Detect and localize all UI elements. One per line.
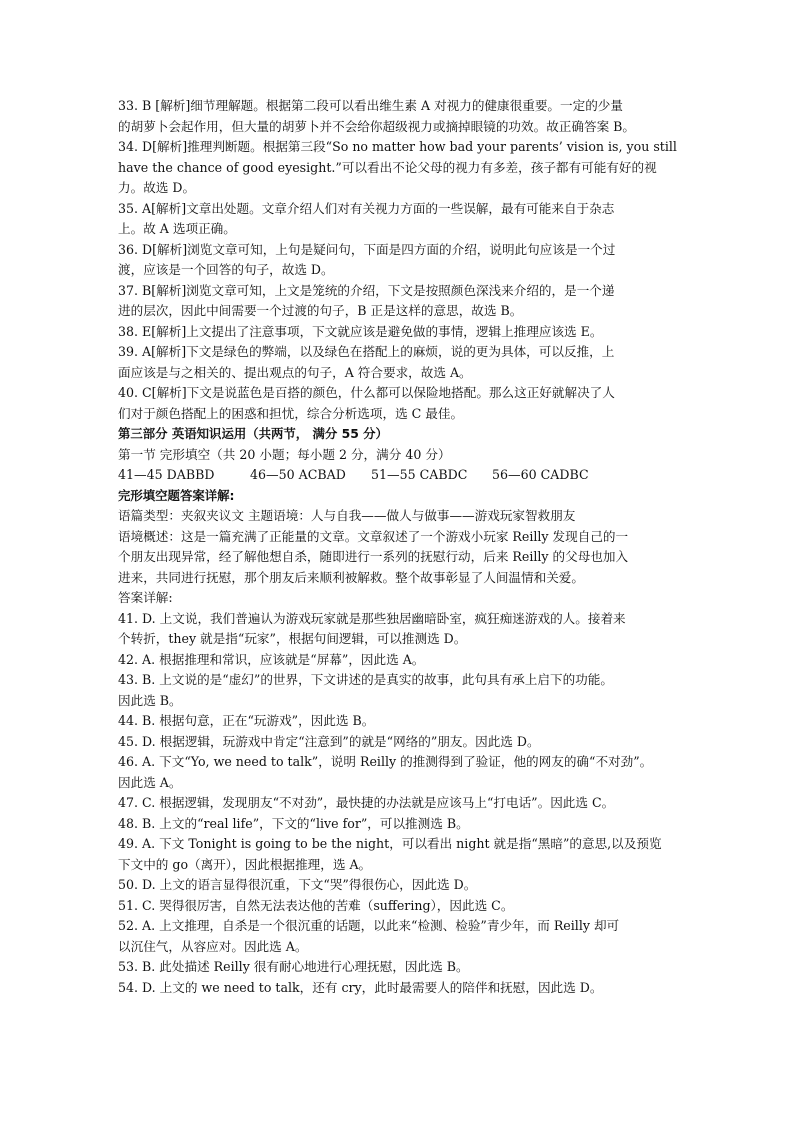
explanation-line: 46. A. 下文“Yo, we need to talk”，说明 Reilly 的推测得到了验证，他的网友的确“不对劲”。 xyxy=(118,754,653,769)
detail-title: 完形填空题答案详解: xyxy=(118,487,235,503)
text-line: 39. A[解析]下文是绿色的弊端，以及绿色在搭配上的麻烦，说的更为具体，可以反推，上 xyxy=(118,344,615,359)
text-line: 们对于颜色搭配上的困惑和担忧，综合分析选项，选 C 最佳。 xyxy=(118,405,464,421)
answer-group: 41—45 DABBD xyxy=(118,467,215,482)
explanation-line: 45. D. 根据逻辑，玩游戏中肯定“注意到”的就是“网络的”朋友。因此选 D。 xyxy=(118,733,540,749)
document-page xyxy=(118,96,678,998)
reading-explanations xyxy=(118,96,678,424)
summary-line: 个朋友出现异常，经了解他想自杀，随即进行一系列的抚慰行动，后来 Reilly 的父母也加入 xyxy=(118,549,629,564)
explanation-line: 以沉住气，从容应对。因此选 A。 xyxy=(118,938,308,954)
section-title: 第三部分 英语知识运用（共两节， 满分 55 分） xyxy=(118,426,388,441)
detail-label: 答案详解: xyxy=(118,590,173,605)
text-line: 上。故 A 选项正确。 xyxy=(118,221,236,236)
explanation-line: 43. B. 上文说的是“虚幻”的世界，下文讲述的是真实的故事，此句具有承上启下的功能。 xyxy=(118,672,613,687)
text-line: 力。故选 D。 xyxy=(118,180,196,195)
summary-line: 进来，共同进行抚慰，那个朋友后来顺利被解救。整个故事彰显了人间温情和关爱。 xyxy=(118,569,584,585)
explanation-line: 51. C. 哭得很厉害，自然无法表达他的苦难（suffering），因此选 C。 xyxy=(118,897,514,913)
text-line: 进的层次，因此中间需要一个过渡的句子，B 正是这样的意思，故选 B。 xyxy=(118,303,523,318)
explanation-line: 53. B. 此处描述 Reilly 很有耐心地进行心理抚慰，因此选 B。 xyxy=(118,959,469,974)
cloze-explanations xyxy=(118,609,678,999)
text-line: 36. D[解析]浏览文章可知，上句是疑问句，下面是四方面的介绍，说明此句应该是一个过 xyxy=(118,241,616,257)
text-line: 37. B[解析]浏览文章可知，上文是笼统的介绍，下文是按照颜色深浅来介绍的，是一个递 xyxy=(118,282,615,298)
explanation-line: 49. A. 下文 Tonight is going to be the night，可以看出 night 就是指“黑暗”的意思,以及预览 xyxy=(118,836,662,851)
explanation-line: 因此选 B。 xyxy=(118,692,182,708)
explanation-line: 个转折，they 就是指“玩家”，根据句间逻辑，可以推测选 D。 xyxy=(118,631,467,646)
explanation-line: 54. D. 上文的 we need to talk，还有 cry，此时最需要人的陪伴和抚慰，因此选 D。 xyxy=(118,979,603,995)
text-line: 40. C[解析]下文是说蓝色是百搭的颜色，什么都可以保险地搭配。那么这正好就解决了人 xyxy=(118,385,615,400)
subsection-title: 第一节 完形填空（共 20 小题；每小题 2 分，满分 40 分） xyxy=(118,446,451,462)
genre-line: 语篇类型：夹叙夹议文 主题语境：人与自我——做人与做事——游戏玩家智救朋友 xyxy=(118,508,576,523)
text-line: 38. E[解析]上文提出了注意事项，下文就应该是避免做的事情，逻辑上推理应该选 E。 xyxy=(118,323,603,339)
text-line: 34. D[解析]推理判断题。根据第三段“So no matter how bad your parents’ vision is, you still xyxy=(118,139,677,154)
text-line: 渡，应该是一个回答的句子，故选 D。 xyxy=(118,262,334,277)
text-line: 33. B [解析]细节理解题。根据第二段可以看出维生素 A 对视力的健康很重要。一定的少量 xyxy=(118,98,623,113)
answer-group: 46—50 ACBAD xyxy=(250,467,346,482)
summary-line: 语境概述：这是一篇充满了正能量的文章。文章叙述了一个游戏小玩家 Reilly 发现自己的一 xyxy=(118,528,629,544)
explanation-line: 因此选 A。 xyxy=(118,774,182,790)
answer-group: 56—60 CADBC xyxy=(492,467,589,482)
text-line: 35. A[解析]文章出处题。文章介绍人们对有关视力方面的一些误解，最有可能来自于杂志 xyxy=(118,200,615,216)
explanation-line: 48. B. 上文的“real life”，下文的“live for”，可以推测选 B。 xyxy=(118,815,469,831)
answer-key-row xyxy=(118,465,678,486)
explanation-line: 44. B. 根据句意，正在“玩游戏”，因此选 B。 xyxy=(118,713,375,728)
text-line: 面应该是与之相关的、提出观点的句子，A 符合要求，故选 A。 xyxy=(118,364,472,380)
explanation-line: 50. D. 上文的语言显得很沉重，下文“哭”得很伤心，因此选 D。 xyxy=(118,877,477,892)
explanation-line: 41. D. 上文说，我们普遍认为游戏玩家就是那些独居幽暗卧室，疯狂痴迷游戏的人。接着来 xyxy=(118,610,626,626)
explanation-line: 47. C. 根据逻辑，发现朋友“不对劲”，最快捷的办法就是应该马上“打电话”。因此选 C。 xyxy=(118,795,615,810)
explanation-line: 52. A. 上文推理，自杀是一个很沉重的话题，以此来“检测、检验”青少年，而 Reilly 却可 xyxy=(118,918,620,933)
explanation-line: 42. A. 根据推理和常识，应该就是“屏幕”，因此选 A。 xyxy=(118,651,425,667)
text-line: have the chance of good eyesight.”可以看出不论父母的视力有多差，孩子都有可能有好的视 xyxy=(118,159,657,175)
text-line: 的胡萝卜会起作用，但大量的胡萝卜并不会给你超级视力或摘掉眼镜的功效。故正确答案 B。 xyxy=(118,118,636,134)
explanation-line: 下文中的 go（离开），因此根据推理，选 A。 xyxy=(118,856,372,872)
answer-group: 51—55 CABDC xyxy=(371,467,468,482)
